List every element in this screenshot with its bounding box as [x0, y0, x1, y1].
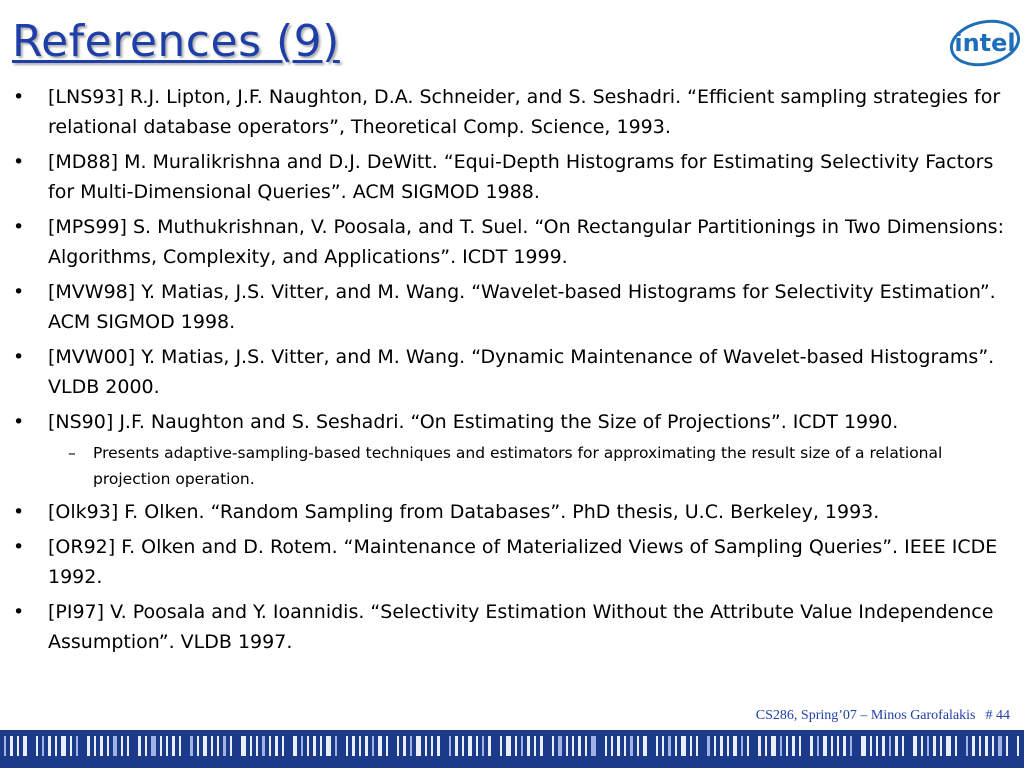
- strip-bar: [668, 736, 671, 756]
- reference-subtext: Presents adaptive-sampling-based techniques and estimators for approximating the result size of a relational projection operation.: [93, 444, 943, 488]
- strip-bar: [476, 736, 478, 756]
- slide-title: References (9): [12, 16, 340, 67]
- strip-bar: [843, 736, 846, 756]
- strip-bar: [515, 736, 517, 756]
- strip-bar: [992, 736, 994, 756]
- strip-bar: [293, 736, 297, 756]
- strip-bar: [966, 736, 968, 756]
- strip-bar: [256, 736, 258, 756]
- strip-bar: [365, 736, 368, 756]
- bullet-icon: •: [13, 216, 25, 238]
- strip-bar: [275, 736, 278, 756]
- strip-bar: [100, 736, 103, 756]
- reference-text: [Olk93] F. Olken. “Random Sampling from Databases”. PhD thesis, U.C. Berkeley, 1993.: [48, 501, 880, 523]
- strip-bar: [425, 736, 427, 756]
- strip-bar: [933, 736, 936, 756]
- decorative-footer-strip: [0, 730, 1024, 768]
- strip-bar: [335, 736, 337, 756]
- strip-bar: [87, 736, 90, 756]
- bullet-icon: •: [13, 501, 25, 523]
- strip-bar: [643, 736, 647, 756]
- strip-bar: [817, 736, 819, 756]
- strip-bar: [733, 736, 737, 756]
- strip-bar: [876, 736, 878, 756]
- strip-bar: [611, 736, 613, 756]
- strip-bar: [138, 736, 141, 756]
- strip-bar: [921, 736, 923, 756]
- strip-bar: [656, 736, 658, 756]
- strip-bar: [972, 736, 975, 756]
- strip-bar: [352, 736, 355, 756]
- strip-bar: [889, 736, 891, 756]
- strip-bar: [197, 736, 199, 756]
- strip-bar: [741, 736, 743, 756]
- strip-bar: [591, 736, 596, 756]
- strip-bar: [17, 736, 19, 756]
- strip-bar: [172, 736, 175, 756]
- reference-text: [MD88] M. Muralikrishna and D.J. DeWitt. “Equi-Depth Histograms for Estimating Selectivity Factors for Multi-Dimensional Queries”. ACM SIGMOD 1988.: [48, 151, 994, 203]
- strip-bar: [707, 736, 710, 756]
- strip-bar: [690, 736, 692, 756]
- strip-bar: [160, 736, 162, 756]
- strip-bar: [861, 736, 866, 756]
- strip-bar: [998, 736, 1002, 756]
- strip-bar: [675, 736, 677, 756]
- bullet-icon: •: [13, 411, 25, 433]
- strip-bar: [223, 736, 226, 756]
- strip-bar: [320, 736, 322, 756]
- strip-bar: [346, 736, 348, 756]
- strip-bar: [681, 736, 686, 756]
- strip-bar: [940, 736, 942, 756]
- strip-bar: [250, 736, 252, 756]
- reference-item: [8, 82, 1014, 142]
- strip-bar: [765, 736, 767, 756]
- strip-bar: [107, 736, 109, 756]
- strip-bar: [217, 736, 219, 756]
- strip-bar: [410, 736, 412, 756]
- strip-bar: [431, 736, 433, 756]
- reference-item: [8, 497, 1014, 527]
- strip-bar: [831, 736, 833, 756]
- strip-bar: [403, 736, 406, 756]
- strip-bar: [979, 736, 981, 756]
- strip-bar: [585, 736, 587, 756]
- strip-bar: [449, 736, 451, 756]
- strip-bar: [482, 736, 484, 756]
- strip-bar: [42, 736, 44, 756]
- strip-bar: [617, 736, 620, 756]
- strip-bar: [179, 736, 181, 756]
- footer-course: CS286, Spring’07 – Minos Garofalakis: [755, 708, 976, 723]
- bullet-icon: •: [13, 536, 25, 558]
- strip-bar: [696, 736, 698, 756]
- reference-item: [8, 147, 1014, 207]
- reference-item: [8, 342, 1014, 402]
- slide-number: # 44: [985, 708, 1010, 723]
- strip-bar: [326, 736, 331, 756]
- strip-bar: [870, 736, 872, 756]
- strip-bar: [895, 736, 898, 756]
- strip-bar: [758, 736, 761, 756]
- reference-text: [OR92] F. Olken and D. Rotem. “Maintenance of Materialized Views of Sampling Queries”. IEEE ICDE 1992.: [48, 536, 998, 588]
- bullet-icon: •: [13, 601, 25, 623]
- strip-bar: [552, 736, 554, 756]
- strip-bar: [4, 736, 6, 756]
- logo-text: intel: [954, 29, 1016, 57]
- strip-bar: [662, 736, 664, 756]
- bullet-icon: •: [13, 281, 25, 303]
- strip-bar: [230, 736, 232, 756]
- strip-bar: [468, 736, 472, 756]
- strip-bar: [527, 736, 530, 756]
- strip-bar: [372, 736, 374, 756]
- strip-bar: [113, 736, 117, 756]
- strip-bar: [166, 736, 168, 756]
- reference-text: [LNS93] R.J. Lipton, J.F. Naughton, D.A. Schneider, and S. Seshadri. “Efficient sampling strategies for relational database operators”, Theoretical Comp. Science, 1993.: [48, 86, 1001, 138]
- strip-bar: [720, 736, 723, 756]
- strip-bar: [301, 736, 303, 756]
- strip-bar: [780, 736, 782, 756]
- strip-bar: [10, 736, 13, 756]
- strip-bar: [203, 736, 207, 756]
- strip-bar: [566, 736, 568, 756]
- strip-bar: [94, 736, 96, 756]
- strip-bar: [241, 736, 246, 756]
- strip-bar: [1017, 736, 1019, 756]
- strip-bar: [307, 736, 309, 756]
- strip-bar: [534, 736, 536, 756]
- strip-bar: [500, 736, 502, 756]
- strip-bar: [882, 736, 885, 756]
- reference-sublist: [48, 440, 1014, 492]
- strip-bar: [437, 736, 440, 756]
- strip-bar: [397, 736, 399, 756]
- strip-bar: [76, 736, 78, 756]
- strip-bar: [771, 736, 776, 756]
- strip-bar: [913, 736, 917, 756]
- strip-bar: [282, 736, 284, 756]
- reference-item: [8, 407, 1014, 492]
- strip-bar: [792, 736, 795, 756]
- reference-text: [MVW00] Y. Matias, J.S. Vitter, and M. Wang. “Dynamic Maintenance of Wavelet-based Histograms”. VLDB 2000.: [48, 346, 995, 398]
- strip-bar: [359, 736, 361, 756]
- bullet-icon: •: [13, 346, 25, 368]
- slide-footer: [756, 708, 1010, 724]
- bullet-icon: •: [13, 86, 25, 108]
- reference-list: [8, 82, 1014, 662]
- reference-text: [NS90] J.F. Naughton and S. Seshadri. “On Estimating the Size of Projections”. ICDT 1990.: [48, 411, 899, 433]
- reference-item: [8, 212, 1014, 272]
- reference-item: [8, 532, 1014, 592]
- strip-bar: [810, 736, 813, 756]
- strip-bar: [837, 736, 839, 756]
- dash-icon: –: [68, 444, 76, 462]
- strip-bar: [985, 736, 988, 756]
- strip-bar: [262, 736, 265, 756]
- intel-logo: [948, 18, 1022, 68]
- strip-bar: [48, 736, 51, 756]
- strip-bar: [455, 736, 458, 756]
- bullet-icon: •: [13, 151, 25, 173]
- strip-bar: [727, 736, 729, 756]
- strip-bar: [630, 736, 633, 756]
- strip-bar: [955, 736, 957, 756]
- strip-bar: [927, 736, 929, 756]
- reference-text: [MVW98] Y. Matias, J.S. Vitter, and M. Wang. “Wavelet-based Histograms for Selectivity Estimation”. ACM SIGMOD 1998.: [48, 281, 996, 333]
- strip-bar: [572, 736, 574, 756]
- strip-bar: [946, 736, 951, 756]
- strip-bar: [378, 736, 382, 756]
- strip-bar: [127, 736, 129, 756]
- strip-bar: [605, 736, 607, 756]
- strip-bar: [313, 736, 316, 756]
- strip-bar: [36, 736, 38, 756]
- reference-item: [8, 277, 1014, 337]
- strip-bar: [558, 736, 562, 756]
- strip-bar: [416, 736, 421, 756]
- reference-text: [PI97] V. Poosala and Y. Ioannidis. “Selectivity Estimation Without the Attribute Value Independence Assumption”. VLDB 1997.: [48, 601, 994, 653]
- strip-bar: [902, 736, 904, 756]
- reference-item: [8, 597, 1014, 657]
- strip-bar: [55, 736, 57, 756]
- strip-bar: [151, 736, 156, 756]
- strip-bar: [823, 736, 827, 756]
- reference-text: [MPS99] S. Muthukrishnan, V. Poosala, and T. Suel. “On Rectangular Partitionings in Two Dimensions: Algorithms, Complexity, and Applications”. ICDT 1999.: [48, 216, 1004, 268]
- strip-bar: [121, 736, 123, 756]
- strip-bar: [747, 736, 749, 756]
- strip-bar: [23, 736, 27, 756]
- strip-bar: [145, 736, 147, 756]
- strip-bar: [70, 736, 72, 756]
- reference-subitem: [48, 440, 1014, 492]
- strip-bar: [386, 736, 388, 756]
- strip-bar: [786, 736, 788, 756]
- strip-bar: [799, 736, 801, 756]
- strip-bar: [521, 736, 523, 756]
- strip-bar: [506, 736, 511, 756]
- strip-bar: [624, 736, 626, 756]
- strip-bar: [190, 736, 193, 756]
- strip-bar: [540, 736, 543, 756]
- strip-bar: [269, 736, 271, 756]
- strip-bar: [488, 736, 491, 756]
- strip-bar: [1006, 736, 1008, 756]
- strip-bar: [578, 736, 581, 756]
- strip-bar: [850, 736, 852, 756]
- strip-bar: [462, 736, 464, 756]
- strip-bar: [61, 736, 66, 756]
- strip-bar: [714, 736, 716, 756]
- strip-bar: [211, 736, 213, 756]
- strip-bar: [637, 736, 639, 756]
